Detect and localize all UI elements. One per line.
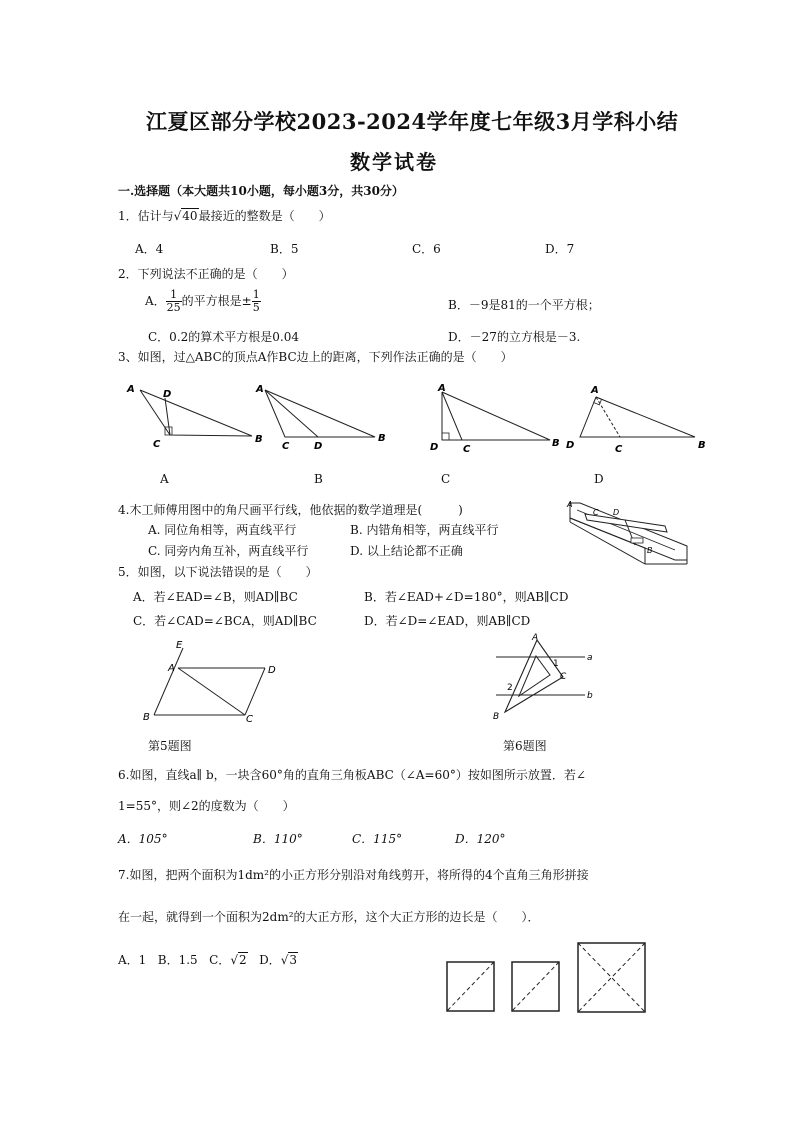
q7-stem-line1: 7.如图，把两个面积为1dm²的小正方形分别沿对角线剪开，将所得的4个直角三角形拼接 (118, 868, 589, 882)
q7-option-b: B．1.5 (157, 953, 198, 967)
q7-figure-small-square-2 (510, 960, 562, 1015)
q3a-label-d: D (163, 389, 172, 400)
q7-option-c-prefix: C． (209, 953, 231, 967)
q2-a-prefix: A． (145, 294, 166, 308)
q3a-label-c: C (153, 439, 161, 450)
q6-option-c: C．115° (352, 832, 403, 846)
q3-caption-a: A (160, 472, 169, 486)
q4-label-d: D (613, 508, 620, 517)
q3c-label-d: D (430, 442, 439, 453)
q4-figure-board (565, 498, 695, 573)
q5-option-c: C．若∠CAD=∠BCA，则AD∥BC (133, 614, 317, 628)
q2-option-a (145, 289, 261, 314)
q4-label-b: B (647, 546, 653, 555)
q1-stem (118, 207, 331, 224)
q6-fig-caption: 第6题图 (503, 739, 547, 753)
q3-caption-d: D (594, 472, 604, 486)
q7-option-d-prefix: D． (259, 953, 281, 967)
q7-option-c (209, 953, 247, 967)
q3b-label-d: D (314, 441, 323, 452)
q7-figure-large-square (576, 941, 648, 1015)
q3d-label-b: B (698, 440, 706, 451)
q4-option-b: B. 内错角相等，两直线平行 (350, 523, 499, 537)
q7-option-d (259, 953, 298, 967)
q6-option-d: D．120° (455, 832, 506, 846)
q3-caption-b: B (314, 472, 323, 486)
q2-a-frac1-num: 1 (166, 289, 182, 302)
q3c-label-c: C (463, 444, 471, 455)
q6-label-line-b: b (587, 691, 593, 701)
q5-fig-caption: 第5题图 (148, 739, 192, 753)
q7-option-d-radical: √3 (280, 953, 297, 967)
q7-option-d-radicand: 3 (289, 953, 297, 967)
q7-option-c-radical: √2 (230, 953, 247, 967)
q5-option-d: D．若∠D=∠EAD，则AB∥CD (364, 614, 531, 628)
page-title: 江夏区部分学校2023-2024学年度七年级3月学科小结 (146, 109, 679, 134)
q1-stem-suffix: 最接近的整数是（ ） (198, 209, 331, 223)
q2-a-frac2-den: 5 (252, 301, 260, 314)
q1-option-d: D．7 (545, 242, 575, 256)
q7-option-c-radicand: 2 (238, 953, 247, 967)
q1-option-b: B．5 (270, 242, 299, 256)
q3b-label-a: A (256, 384, 264, 395)
q4-stem: 4.木工师傅用图中的角尺画平行线，他依据的数学道理是( ) (118, 503, 463, 517)
q2-option-d: D．－27的立方根是－3. (448, 330, 581, 344)
q7-options (118, 951, 298, 968)
page-subtitle: 数学试卷 (350, 150, 438, 174)
q7-option-a: A．1 (118, 953, 147, 967)
q3d-label-d: D (566, 440, 575, 451)
q5-label-d: D (268, 665, 276, 676)
q3-stem: 3、如图，过△ABC的顶点A作BC边上的距离，下列作法正确的是（ ） (118, 350, 513, 364)
q5-option-a: A．若∠EAD=∠B，则AD∥BC (133, 590, 298, 604)
q4-option-a: A. 同位角相等，两直线平行 (148, 523, 297, 537)
q5-option-b: B．若∠EAD+∠D=180°，则AB∥CD (364, 590, 569, 604)
q2-a-mid: 的平方根是± (181, 294, 252, 308)
q3c-label-b: B (552, 438, 560, 449)
q3a-label-a: A (127, 384, 135, 395)
q5-label-c: C (246, 714, 253, 725)
q3d-label-a: A (591, 385, 599, 396)
q6-label-line-a: a (587, 653, 593, 663)
q3-figure-c (425, 380, 575, 455)
q1-radicand: 40 (182, 209, 198, 223)
q6-label-1: 1 (553, 659, 559, 669)
q3-figure-d (560, 380, 710, 455)
q2-a-fraction-2 (252, 289, 261, 314)
q2-a-frac1-den: 25 (166, 301, 181, 314)
q4-label-c: C (593, 508, 599, 517)
q5-label-e: E (176, 640, 183, 651)
q6-stem-line1: 6.如图，直线a∥ b，一块含60°角的直角三角板ABC（∠A=60°）按如图所示放置．若∠ (118, 768, 586, 782)
q3b-label-c: C (282, 441, 290, 452)
q5-figure (140, 640, 290, 730)
q5-label-a: A (168, 663, 175, 674)
q6-label-c: C (560, 672, 567, 682)
q6-label-a: A (532, 633, 539, 643)
q1-option-c: C．6 (412, 242, 441, 256)
q2-option-c: C．0.2的算术平方根是0.04 (148, 330, 299, 344)
q6-figure (488, 630, 608, 725)
q4-label-a: A (567, 500, 573, 509)
q3d-label-c: C (615, 444, 623, 455)
q1-option-a: A．4 (135, 242, 164, 256)
q5-stem: 5．如图，以下说法错误的是（ ） (118, 565, 318, 579)
q2-option-b: B．－9是81的一个平方根； (448, 298, 600, 312)
q4-option-d: D. 以上结论都不正确 (350, 544, 463, 558)
q2-a-fraction-1 (166, 289, 182, 314)
q6-label-2: 2 (507, 683, 513, 693)
q6-option-b: B．110° (253, 832, 303, 846)
q3b-label-b: B (378, 433, 386, 444)
q7-figure-small-square-1 (445, 960, 497, 1015)
q4-option-c: C. 同旁内角互补，两直线平行 (148, 544, 309, 558)
q6-option-a: A．105° (118, 832, 168, 846)
q6-stem-line2: 1=55°，则∠2的度数为（ ） (118, 799, 295, 813)
q3-figure-b (250, 380, 400, 455)
q2-stem: 2．下列说法不正确的是（ ） (118, 267, 294, 281)
q3a-label-b: B (255, 434, 263, 445)
q5-label-b: B (143, 712, 150, 723)
q7-stem-line2: 在一起，就得到一个面积为2dm²的大正方形，这个大正方形的边长是（ ）． (118, 910, 540, 924)
q1-stem-prefix: 1．估计与 (118, 209, 174, 223)
q6-label-b: B (493, 712, 500, 722)
q1-radical: √40 (173, 209, 198, 223)
q3-caption-c: C (441, 472, 451, 486)
q3c-label-a: A (438, 383, 446, 394)
q3-figure-a (120, 380, 270, 455)
section-heading: 一.选择题（本大题共10小题，每小题3分，共30分） (118, 184, 404, 198)
q2-a-frac2-num: 1 (252, 288, 260, 301)
